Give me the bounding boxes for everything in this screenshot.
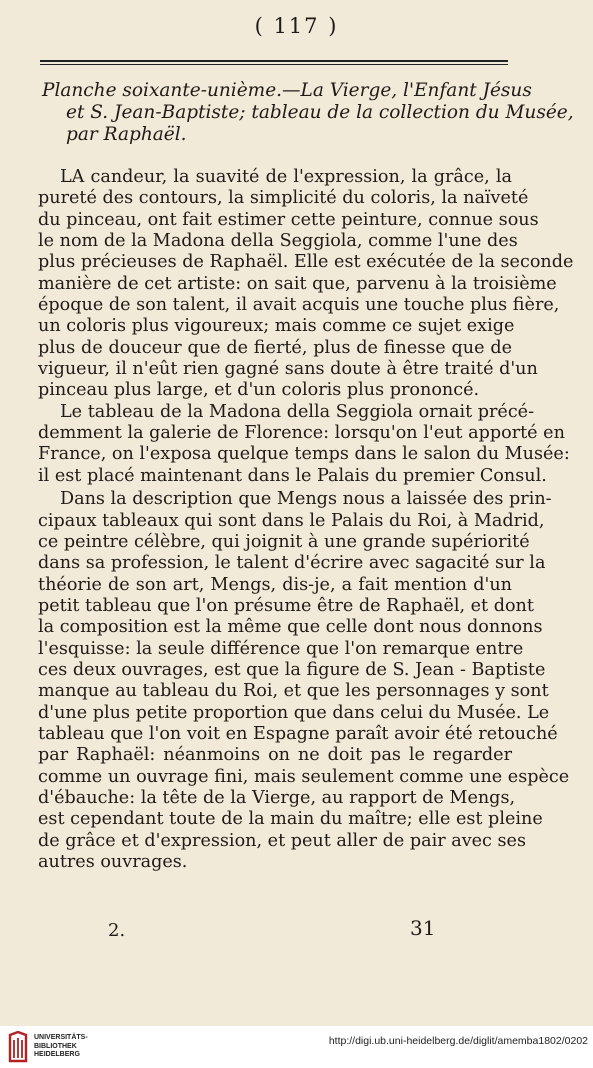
text-line: par Raphaël: néanmoins on ne doit pas le regarder <box>38 745 512 766</box>
text-line: ce peintre célèbre, qui joignit à une grande supériorité <box>38 531 530 552</box>
text-line: théorie de son art, Mengs, dis-je, a fait mention d'un <box>38 574 512 595</box>
text-line: d'une plus petite proportion que dans celui du Musée. Le <box>38 702 550 723</box>
header-rule-thin <box>40 64 508 65</box>
body-text <box>38 167 574 873</box>
text-line: tableau que l'on voit en Espagne paraît avoir été retouché <box>38 723 558 744</box>
heading-line: par Raphaël. <box>66 124 187 145</box>
text-line: la composition est la même que celle dont nous donnons <box>38 617 543 638</box>
source-link[interactable]: http://digi.ub.uni-heidelberg.de/diglit/amemba1802/0202 <box>328 1035 588 1047</box>
viewer-footer <box>0 1026 593 1068</box>
text-line: du pinceau, ont fait estimer cette peinture, connue sous <box>38 209 539 230</box>
header-rule <box>40 60 508 62</box>
text-line: autres ouvrages. <box>38 852 188 872</box>
plate-heading <box>42 80 574 146</box>
text-line: un coloris plus vigoureux; mais comme ce sujet exige <box>38 316 515 337</box>
text-line: cipaux tableaux qui sont dans le Palais du Roi, à Madrid, <box>38 510 545 531</box>
text-line: l'esquisse: la seule différence que l'on remarque entre <box>38 638 524 659</box>
paragraph <box>38 489 570 873</box>
text-line: pureté des contours, la simplicité du coloris, la naïveté <box>38 188 529 209</box>
logo-line: BIBLIOTHEK <box>34 1042 77 1050</box>
library-logo-icon <box>7 1031 29 1063</box>
text-line: manière de cet artiste: on sait que, parvenu à la troisième <box>38 273 557 294</box>
text-line: le nom de la Madona della Seggiola, comme l'une des <box>38 231 518 252</box>
logo-line: UNIVERSITÄTS- <box>34 1034 88 1041</box>
text-line: pinceau plus large, et d'un coloris plus prononcé. <box>38 380 480 401</box>
library-logo-text <box>34 1034 88 1060</box>
paragraph <box>38 167 574 402</box>
text-line: vigueur, il n'eût rien gagné sans doute à être traité d'un <box>38 359 538 380</box>
text-line: petit tableau que l'on présume être de Raphaël, et dont <box>38 595 534 616</box>
text-line: manque au tableau du Roi, et que les personnages y sont <box>38 681 549 702</box>
text-line: demment la galerie de Florence: lorsqu'on l'eut apporté en <box>38 423 565 444</box>
text-line: France, on l'exposa quelque temps dans le salon du Musée: <box>38 444 570 465</box>
text-line: LA candeur, la suavité de l'expression, la grâce, la <box>60 167 512 187</box>
text-line: de grâce et d'expression, et peut aller de pair avec ses <box>38 830 526 851</box>
paragraph <box>38 401 570 487</box>
text-line: Le tableau de la Madona della Seggiola ornait précé- <box>60 401 535 422</box>
text-line: ces deux ouvrages, est que la figure de S. Jean - Baptiste <box>38 659 546 680</box>
signature-mark: 2. <box>108 920 126 941</box>
gathering-number: 31 <box>410 916 436 940</box>
text-line: il est placé maintenant dans le Palais du premier Consul. <box>38 465 547 486</box>
text-line: époque de son talent, il avait acquis une touche plus fière, <box>38 295 560 316</box>
page-number: ( 117 ) <box>254 14 339 38</box>
text-line: Dans la description que Mengs nous a laissée des prin- <box>60 489 552 510</box>
heading-line: et S. Jean-Baptiste; tableau de la collection du Musée, <box>66 102 574 123</box>
heading-line: Planche soixante-unième.—La Vierge, l'Enfant Jésus <box>42 80 532 101</box>
text-line: comme un ouvrage fini, mais seulement comme une espèce <box>38 766 570 787</box>
text-line: d'ébauche: la tête de la Vierge, au rapport de Mengs, <box>38 787 516 808</box>
text-line: dans sa profession, le talent d'écrire avec sagacité sur la <box>38 553 546 574</box>
text-line: plus précieuses de Raphaël. Elle est exécutée de la seconde <box>38 252 574 273</box>
text-line: est cependant toute de la main du maître; elle est pleine <box>38 809 543 830</box>
logo-line: HEIDELBERG <box>34 1051 80 1058</box>
text-line: plus de douceur que de fierté, plus de finesse que de <box>38 337 512 358</box>
